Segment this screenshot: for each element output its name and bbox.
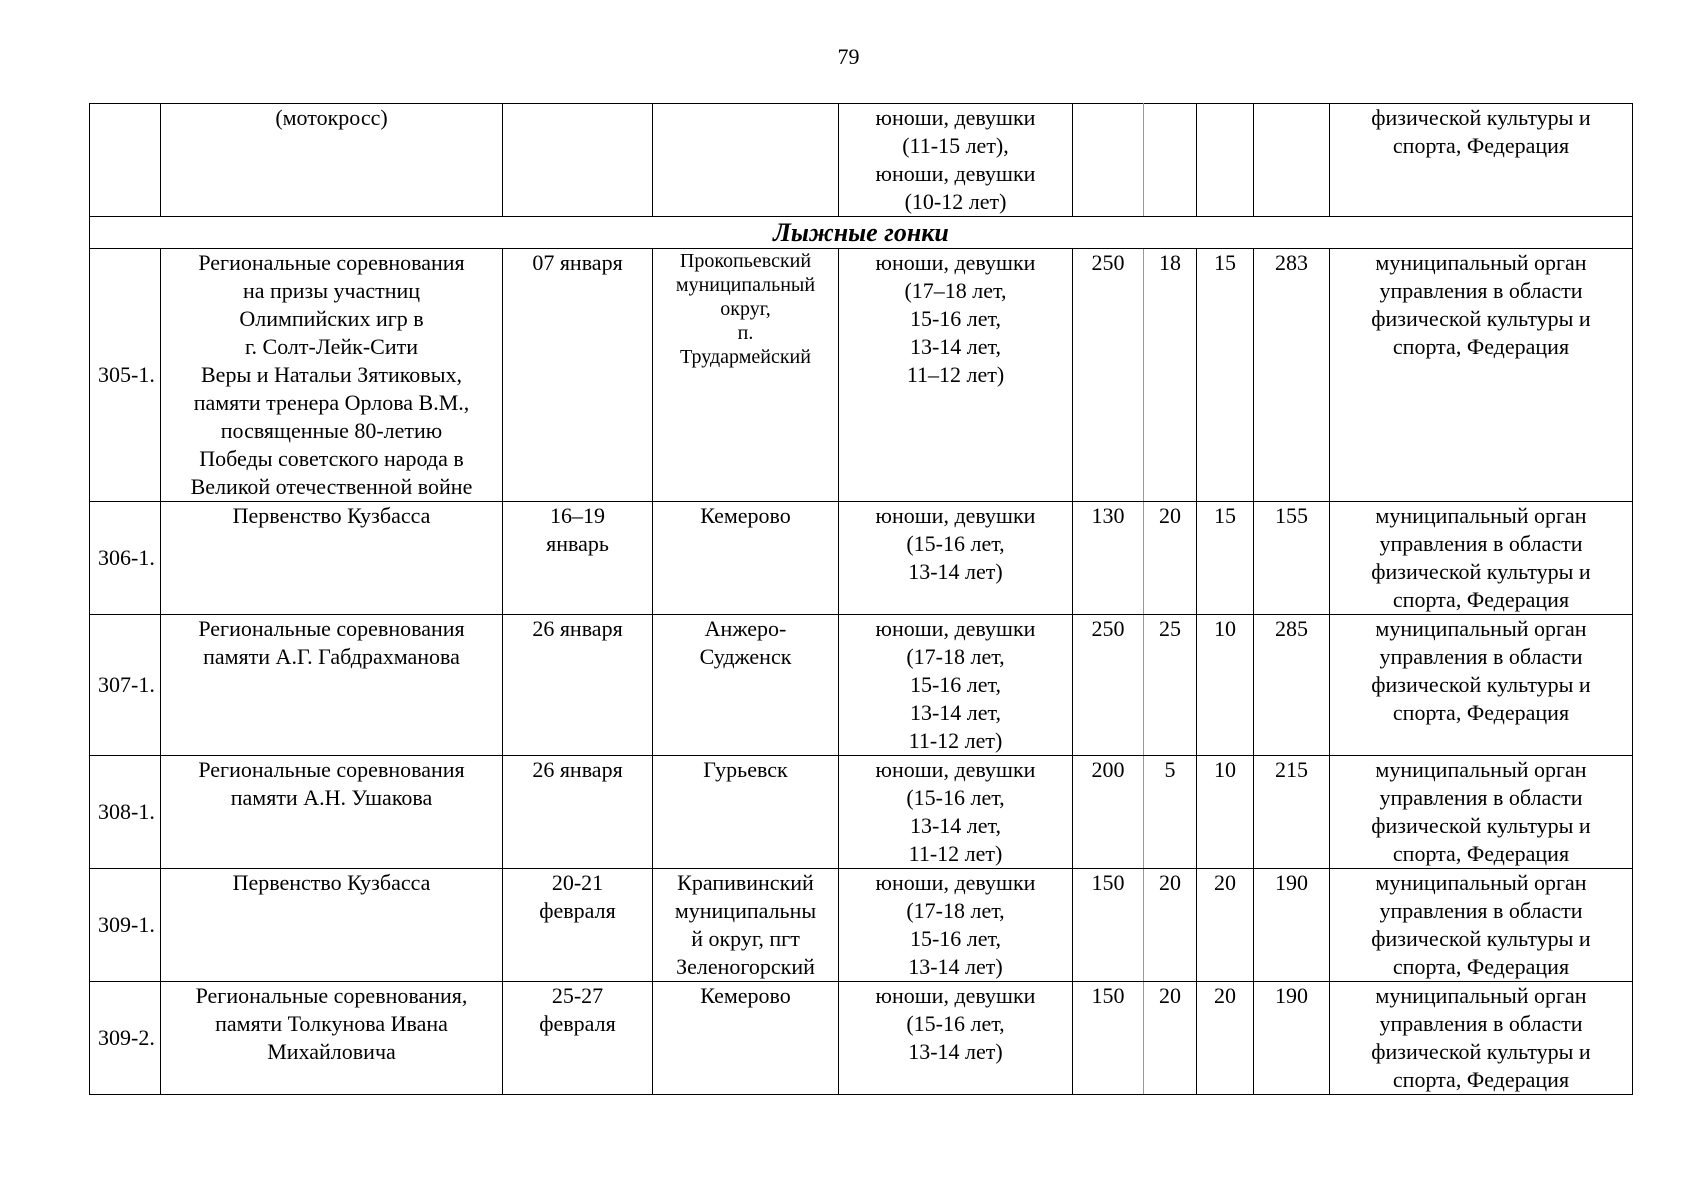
cell-organizer: муниципальный орган управления в области физической культуры и спорта, Федерация xyxy=(1330,982,1633,1095)
cell-judges: 15 xyxy=(1197,502,1254,615)
cell-place: Кемерово xyxy=(653,502,839,615)
cell-participants: юноши, девушки (11-15 лет), юноши, девушки (10-12 лет) xyxy=(839,104,1073,217)
cell-coaches: 18 xyxy=(1144,249,1197,502)
cell-place: Крапивинский муниципальны й округ, пгт Зеленогорский xyxy=(653,869,839,982)
cell-coaches xyxy=(1144,104,1197,217)
cell-date: 25-27 февраля xyxy=(503,982,653,1095)
cell-num: 305-1. xyxy=(90,249,161,502)
cell-participants: юноши, девушки (17–18 лет, 15-16 лет, 13-14 лет, 11–12 лет) xyxy=(839,249,1073,502)
cell-coaches: 20 xyxy=(1144,869,1197,982)
cell-judges xyxy=(1197,104,1254,217)
cell-date: 20-21 февраля xyxy=(503,869,653,982)
cell-athletes: 250 xyxy=(1073,615,1144,756)
cell-total: 215 xyxy=(1254,756,1330,869)
cell-place xyxy=(653,104,839,217)
cell-athletes: 250 xyxy=(1073,249,1144,502)
cell-num: 307-1. xyxy=(90,615,161,756)
cell-coaches: 5 xyxy=(1144,756,1197,869)
cell-athletes xyxy=(1073,104,1144,217)
cell-total xyxy=(1254,104,1330,217)
section-row xyxy=(90,217,1633,249)
cell-athletes: 150 xyxy=(1073,982,1144,1095)
table-row xyxy=(90,502,1633,615)
cell-participants: юноши, девушки (15-16 лет, 13-14 лет, 11-12 лет) xyxy=(839,756,1073,869)
cell-judges: 15 xyxy=(1197,249,1254,502)
cell-total: 283 xyxy=(1254,249,1330,502)
cell-num: 309-2. xyxy=(90,982,161,1095)
cell-judges: 10 xyxy=(1197,615,1254,756)
cell-place: Анжеро- Судженск xyxy=(653,615,839,756)
cell-coaches: 20 xyxy=(1144,982,1197,1095)
cell-judges: 20 xyxy=(1197,982,1254,1095)
cell-total: 190 xyxy=(1254,982,1330,1095)
table-row xyxy=(90,756,1633,869)
table-row-continued xyxy=(90,104,1633,217)
cell-participants: юноши, девушки (17-18 лет, 15-16 лет, 13-14 лет) xyxy=(839,869,1073,982)
cell-coaches: 20 xyxy=(1144,502,1197,615)
cell-total: 155 xyxy=(1254,502,1330,615)
cell-num: 308-1. xyxy=(90,756,161,869)
events-table xyxy=(89,103,1633,1095)
cell-organizer: муниципальный орган управления в области физической культуры и спорта, Федерация xyxy=(1330,615,1633,756)
cell-total: 285 xyxy=(1254,615,1330,756)
cell-judges: 20 xyxy=(1197,869,1254,982)
cell-organizer: физической культуры и спорта, Федерация xyxy=(1330,104,1633,217)
cell-organizer: муниципальный орган управления в области физической культуры и спорта, Федерация xyxy=(1330,869,1633,982)
cell-num: 306-1. xyxy=(90,502,161,615)
cell-event: Региональные соревнования памяти А.Г. Габдрахманова xyxy=(161,615,503,756)
cell-num: 309-1. xyxy=(90,869,161,982)
cell-total: 190 xyxy=(1254,869,1330,982)
cell-event: (мотокросс) xyxy=(161,104,503,217)
cell-athletes: 200 xyxy=(1073,756,1144,869)
cell-date xyxy=(503,104,653,217)
cell-participants: юноши, девушки (15-16 лет, 13-14 лет) xyxy=(839,502,1073,615)
table-row xyxy=(90,615,1633,756)
cell-date: 26 января xyxy=(503,756,653,869)
cell-num xyxy=(90,104,161,217)
cell-athletes: 150 xyxy=(1073,869,1144,982)
cell-date: 26 января xyxy=(503,615,653,756)
cell-judges: 10 xyxy=(1197,756,1254,869)
cell-event: Первенство Кузбасса xyxy=(161,869,503,982)
cell-place: Кемерово xyxy=(653,982,839,1095)
cell-organizer: муниципальный орган управления в области физической культуры и спорта, Федерация xyxy=(1330,502,1633,615)
table-row xyxy=(90,869,1633,982)
table-row xyxy=(90,982,1633,1095)
page-number: 79 xyxy=(837,44,860,69)
section-title: Лыжные гонки xyxy=(90,217,1633,249)
cell-place: Прокопьевский муниципальный округ, п. Трудармейский xyxy=(653,249,839,502)
cell-athletes: 130 xyxy=(1073,502,1144,615)
cell-event: Региональные соревнования на призы участниц Олимпийских игр в г. Солт-Лейк-Сити Веры и Натальи Зятиковых, памяти тренера Орлова В.М., посвященные 80-летию Победы советского народа в Великой отечественной войне xyxy=(161,249,503,502)
cell-event: Региональные соревнования, памяти Толкунова Ивана Михайловича xyxy=(161,982,503,1095)
cell-participants: юноши, девушки (17-18 лет, 15-16 лет, 13-14 лет, 11-12 лет) xyxy=(839,615,1073,756)
cell-event: Первенство Кузбасса xyxy=(161,502,503,615)
cell-organizer: муниципальный орган управления в области физической культуры и спорта, Федерация xyxy=(1330,249,1633,502)
cell-date: 16–19 январь xyxy=(503,502,653,615)
cell-date: 07 января xyxy=(503,249,653,502)
cell-organizer: муниципальный орган управления в области физической культуры и спорта, Федерация xyxy=(1330,756,1633,869)
cell-participants: юноши, девушки (15-16 лет, 13-14 лет) xyxy=(839,982,1073,1095)
cell-place: Гурьевск xyxy=(653,756,839,869)
cell-coaches: 25 xyxy=(1144,615,1197,756)
cell-event: Региональные соревнования памяти А.Н. Ушакова xyxy=(161,756,503,869)
table-row xyxy=(90,249,1633,502)
